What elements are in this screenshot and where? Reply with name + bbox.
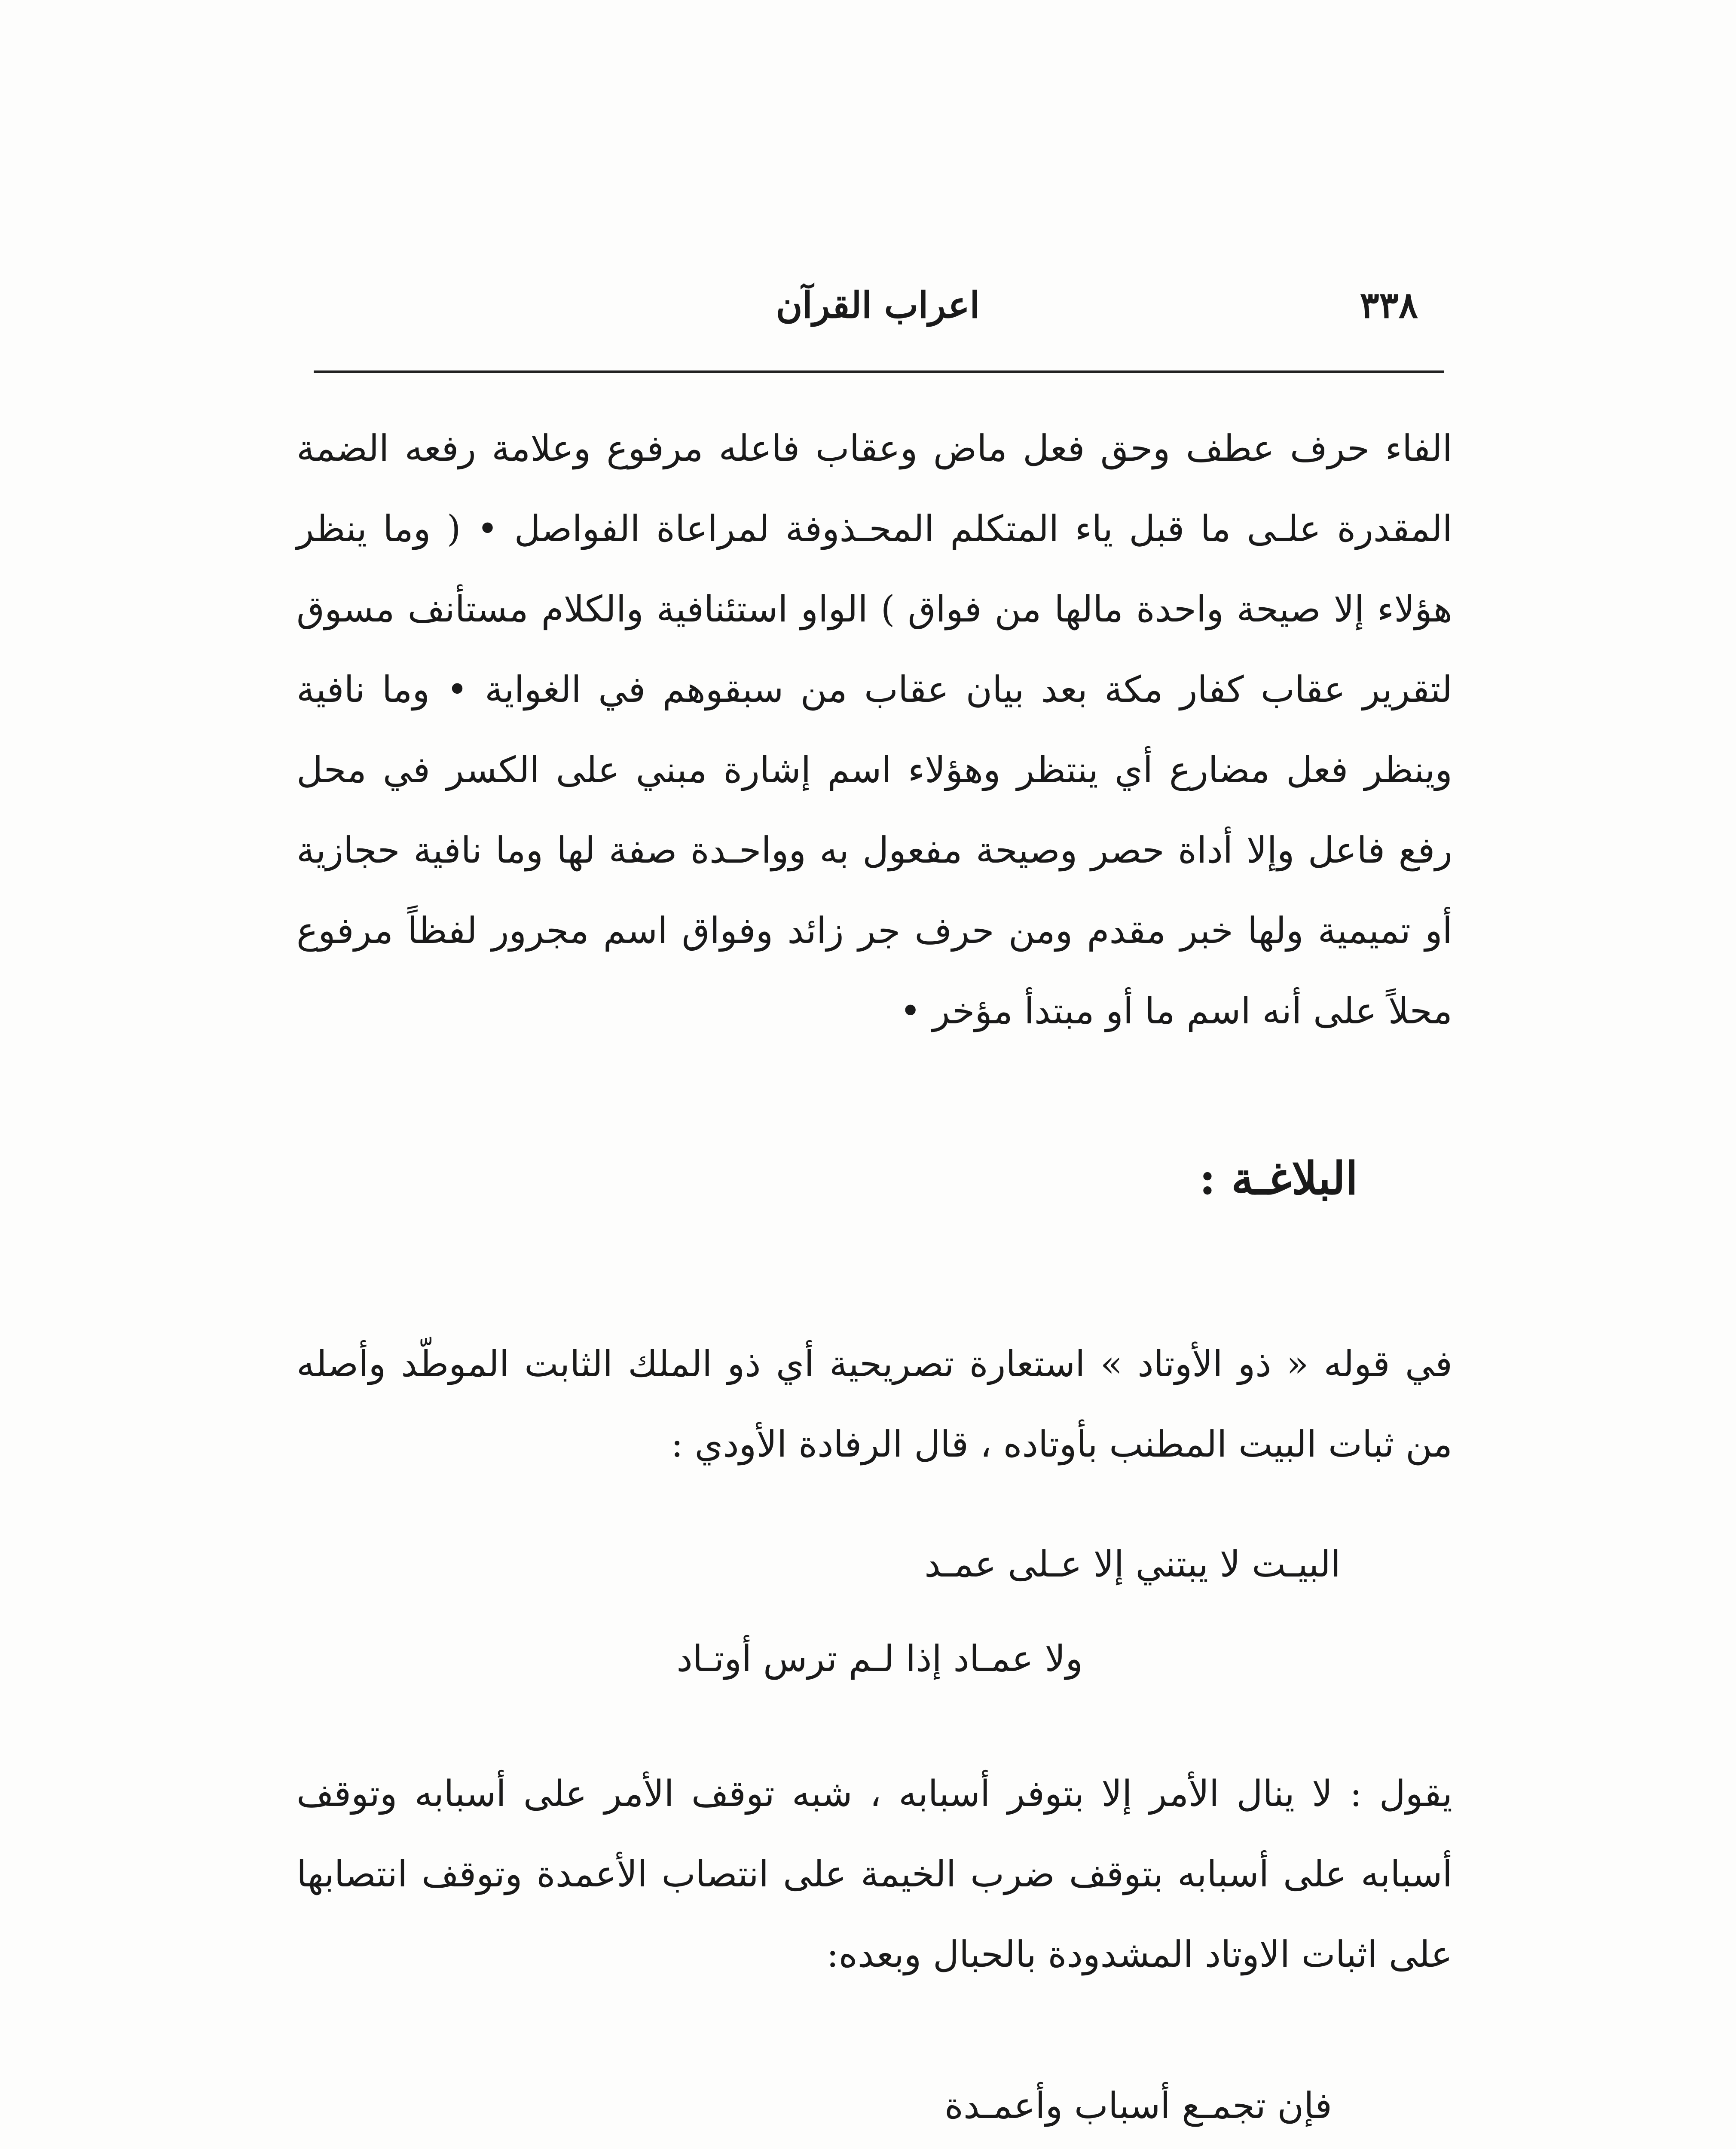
paragraph-explanation: يقول : لا ينال الأمر إلا بتوفر أسبابه ، شبه توقف الأمر على أسبابه وتوقف أسبابه على أسبابه بتوقف ضرب الخيمة على انتصاب الأعمدة وتوقف انتصابها على اثبات الاوتاد المشدودة بالحبال وبعده:: [296, 1772, 1452, 1975]
verse-2-line-1: فإن تجمـع أسباب وأعمـدة: [944, 2085, 1332, 2127]
page-number: ٣٣٨: [1360, 284, 1418, 326]
verse-1-line-1: البيـت لا يبتني إلا عـلى عمـد: [924, 1543, 1341, 1585]
verse-1-line-2: ولا عمـاد إذا لـم ترس أوتـاد: [676, 1638, 1083, 1680]
header-rule: [314, 370, 1444, 373]
paragraph-grammar: الفاء حرف عطف وحق فعل ماض وعقاب فاعله مرفوع وعلامة رفعه الضمة المقدرة علـى ما قبل ياء المتكلم المحـذوفة لمراعاة الفواصل • ( وما ينظر هؤلاء إلا صيحة واحدة مالها من فواق ) الواو استئنافية والكلام مستأنف مسوق لتقرير عقاب كفار مكة بعد بيان عقاب من سبقوهم في الغواية • وما نافية وينظر فعل مضارع أي ينتظر وهؤلاء اسم إشارة مبني على الكسر في محل رفع فاعل وإلا أداة حصر وصيحة مفعول به وواحـدة صفة لها وما نافية حجازية أو تميمية ولها خبر مقدم ومن حرف جر زائد وفواق اسم مجرور لفظاً مرفوع محلاً على أنه اسم ما أو مبتدأ مؤخر •: [296, 427, 1452, 1032]
section-heading: البلاغـة :: [1199, 1152, 1358, 1205]
running-title: اعراب القرآن: [776, 284, 980, 326]
page-header: [314, 275, 1444, 340]
paragraph-rhetoric: في قوله « ذو الأوتاد » استعارة تصريحية أي ذو الملك الثابت الموطّد وأصله من ثبات البيت المطنب بأوتاده ، قال الرفادة الأودي :: [296, 1343, 1452, 1465]
